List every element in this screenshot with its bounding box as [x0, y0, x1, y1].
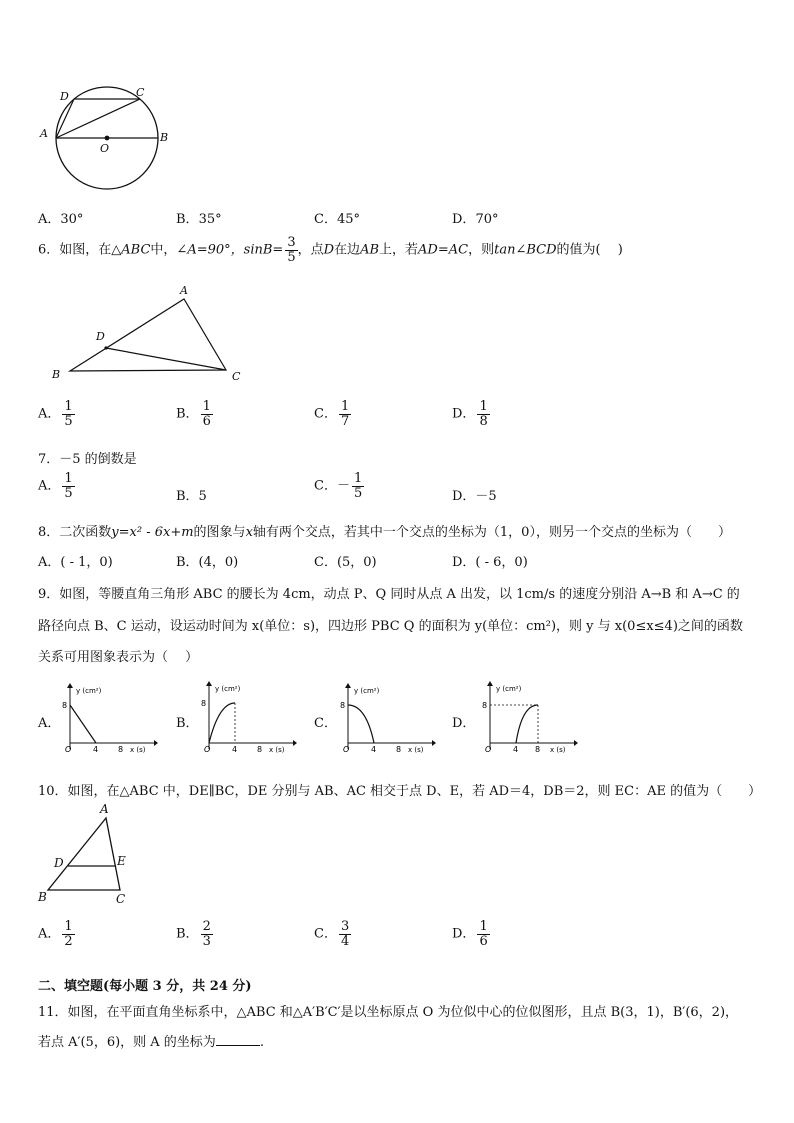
fraction-denominator: 6	[202, 413, 211, 429]
q9-question-line1: 9．如图，等腰直角三角形 ABC 的腰长为 4cm，动点 P、Q 同时从点 A 出发，以 1cm/s 的速度分别沿 A→B 和 A→C 的	[38, 587, 740, 602]
fraction-denominator: 4	[340, 933, 350, 949]
option-letter: B．	[176, 926, 199, 942]
option-text: 70°	[475, 212, 499, 227]
graph-x-label: x (s)	[408, 746, 424, 754]
fraction-numerator: 1	[479, 399, 488, 414]
q8-function: y=x² - 6x+m	[111, 525, 194, 540]
option-letter: C．－	[314, 478, 350, 494]
q8-option-a[interactable]: A．( - 1，0)	[38, 555, 113, 570]
q9-graph-b	[197, 681, 297, 755]
q9-question-line2: 路径向点 B、C 运动，设运动时间为 x(单位：s)，四边形 PBC Q 的面积为 y(单位：cm²)，则 y 与 x(0≤x≤4)之间的函数	[38, 619, 743, 634]
q10-label-a: A	[100, 802, 109, 816]
option-letter: D．	[452, 212, 476, 227]
option-text: 45°	[336, 212, 360, 227]
q6-label-c: C	[232, 370, 241, 383]
q8-option-b[interactable]: B．(4，0)	[176, 555, 239, 570]
q8-text: 8．二次函数	[38, 525, 112, 540]
q5-option-c[interactable]	[314, 208, 360, 227]
q9-option-b[interactable]	[176, 712, 199, 731]
circle-diagram	[36, 84, 169, 194]
option-letter: C．	[314, 406, 337, 422]
q9-graph-a	[58, 683, 158, 755]
q7-option-c[interactable]	[314, 472, 364, 500]
q10-label-d: D	[54, 856, 64, 870]
q6-question	[38, 236, 623, 264]
option-letter: A．	[38, 406, 61, 422]
option-text: 35°	[198, 212, 222, 227]
fraction-numerator: 1	[64, 399, 73, 414]
option-fraction	[62, 920, 74, 948]
q10-option-c[interactable]	[314, 920, 351, 948]
fraction-denominator: 3	[202, 933, 211, 949]
graph-y-label: y (cm²)	[496, 685, 522, 693]
q6-triangle-figure	[48, 284, 248, 386]
option-fraction	[477, 400, 489, 428]
q8-option-d[interactable]: D．( - 6，0)	[452, 555, 528, 570]
q5-label-a: A	[40, 127, 48, 140]
period: .	[259, 1035, 264, 1050]
q8-question	[38, 521, 731, 540]
q6-label-d: D	[96, 330, 105, 343]
q6-label-b: B	[52, 368, 61, 381]
graph-origin: O	[485, 745, 492, 754]
q10-triangle-figure	[36, 802, 146, 908]
fraction-numerator: 3	[287, 235, 296, 250]
option-letter: D．	[452, 926, 476, 942]
graph-tick-8x: 8	[396, 745, 402, 754]
q5-label-d: D	[60, 90, 69, 103]
fraction-denominator: 6	[479, 933, 488, 949]
q6-text: 中，∠	[150, 242, 188, 258]
q6-var: tan∠BCD	[494, 242, 557, 258]
q9-option-c[interactable]	[314, 712, 337, 731]
q6-text: 如图，在△	[59, 242, 122, 258]
fraction-numerator: 1	[64, 919, 73, 934]
q7-option-a[interactable]	[38, 472, 75, 500]
q5-label-c: C	[136, 86, 145, 99]
q6-var: ABC	[121, 242, 151, 258]
q10-option-d[interactable]	[452, 920, 490, 948]
q10-label-e: E	[117, 854, 126, 868]
option-fraction	[62, 472, 74, 500]
q6-text: 在边	[334, 242, 361, 258]
option-letter: A．	[38, 716, 61, 731]
fraction-numerator: 1	[479, 919, 488, 934]
q5-option-d[interactable]	[452, 208, 498, 227]
option-letter: A．	[38, 212, 61, 227]
fraction-denominator: 7	[340, 413, 350, 429]
option-fraction	[339, 920, 351, 948]
answer-blank[interactable]	[216, 1035, 260, 1046]
triangle-diagram	[48, 284, 248, 386]
graph-x-label: x (s)	[130, 746, 146, 754]
q7-option-d[interactable]: D．－5	[452, 489, 497, 504]
graph-tick-4: 4	[93, 745, 99, 754]
option-fraction	[62, 400, 74, 428]
q8-var: x	[245, 525, 253, 540]
q8-text: 轴有两个交点，若其中一个交点的坐标为（1，0），则另一个交点的坐标为（ ）	[252, 525, 731, 540]
q5-option-b[interactable]	[176, 208, 222, 227]
q8-option-c[interactable]: C．(5，0)	[314, 555, 377, 570]
q6-text: ，则	[468, 242, 495, 258]
q8-text: 的图象与	[193, 525, 246, 540]
triangle-de-diagram	[36, 802, 146, 908]
q9-question-line3: 关系可用图象表示为（ ）	[38, 650, 199, 665]
option-letter: A．	[38, 478, 61, 494]
graph-x-label: x (s)	[269, 746, 285, 754]
option-fraction	[339, 400, 351, 428]
section-heading: 二、填空题(每小题 3 分，共 24 分)	[38, 979, 252, 994]
graph-tick-8: 8	[340, 701, 346, 710]
fraction-denominator: 8	[479, 413, 488, 429]
fraction-numerator: 3	[340, 919, 350, 934]
question-number: 6．	[38, 242, 60, 258]
graph-tick-8x: 8	[118, 745, 124, 754]
graph-tick-8x: 8	[257, 745, 263, 754]
q6-text: ，点	[297, 242, 324, 258]
graph-tick-8: 8	[62, 701, 68, 710]
graph-y-label: y (cm²)	[215, 685, 241, 693]
graph-y-label: y (cm²)	[76, 687, 102, 695]
fraction-denominator: 5	[64, 413, 73, 429]
q10-label-c: C	[116, 892, 126, 906]
option-letter: C．	[314, 926, 337, 942]
q9-option-d[interactable]	[452, 712, 475, 731]
q9-graph-c	[336, 683, 436, 755]
q5-circle-figure	[36, 84, 169, 194]
q5-option-a[interactable]	[38, 208, 83, 227]
q6-var: D	[323, 242, 335, 258]
option-letter: B．	[176, 406, 199, 422]
fraction-numerator: 1	[202, 399, 211, 414]
option-letter: C．	[314, 212, 337, 227]
option-letter: D．	[452, 716, 476, 731]
q6-fraction	[285, 236, 297, 264]
q6-option-c[interactable]	[314, 400, 351, 428]
graph-tick-8: 8	[482, 701, 488, 710]
option-fraction	[201, 400, 213, 428]
fraction-denominator: 5	[287, 249, 296, 265]
graph-origin: O	[204, 745, 211, 754]
fraction-denominator: 2	[64, 933, 73, 949]
q5-label-o: O	[100, 142, 110, 155]
graph-origin: O	[65, 745, 72, 754]
fraction-numerator: 1	[340, 399, 350, 414]
option-fraction	[201, 920, 213, 948]
graph-x-label: x (s)	[550, 746, 566, 754]
q7-question: 7．－5 的倒数是	[38, 452, 137, 467]
q9-graph-d	[478, 681, 578, 757]
option-letter: B．	[176, 716, 199, 731]
fraction-denominator: 5	[353, 485, 363, 501]
option-letter: B．	[176, 212, 199, 227]
q6-var: AD=AC	[418, 242, 469, 258]
q11-text: 若点 A′(5，6)，则 A 的坐标为	[38, 1035, 216, 1050]
q10-label-b: B	[38, 890, 47, 904]
fraction-denominator: 5	[64, 485, 73, 501]
option-letter: C．	[314, 716, 337, 731]
graph-tick-8: 8	[201, 699, 207, 708]
graph-tick-4: 4	[371, 745, 377, 754]
graph-tick-4: 4	[513, 745, 519, 754]
option-letter: D．	[452, 406, 476, 422]
q6-text: 上，若	[379, 242, 419, 258]
q6-text: 的值为( )	[556, 242, 623, 258]
q10-question: 10．如图，在△ABC 中，DE∥BC，DE 分别与 AB、AC 相交于点 D、E，若 AD＝4，DB＝2，则 EC：AE 的值为（ ）	[38, 784, 762, 799]
option-fraction	[352, 472, 364, 500]
q10-option-b[interactable]	[176, 920, 213, 948]
q11-question-line2	[38, 1031, 264, 1050]
q10-option-a[interactable]	[38, 920, 75, 948]
graph-y-label: y (cm²)	[354, 687, 380, 695]
graph-tick-4: 4	[232, 745, 238, 754]
fraction-numerator: 2	[202, 919, 211, 934]
option-letter: A．	[38, 926, 61, 942]
q6-var: AB	[360, 242, 380, 258]
q11-question-line1: 11．如图，在平面直角坐标系中，△ABC 和△A′B′C′是以坐标原点 O 为位似中心的位似图形，且点 B(3，1)，B′(6，2)，	[38, 1005, 739, 1020]
q7-option-b[interactable]: B．5	[176, 489, 207, 504]
graph-origin: O	[343, 745, 350, 754]
q5-label-b: B	[160, 131, 169, 144]
q6-option-d[interactable]	[452, 400, 490, 428]
q6-option-b[interactable]	[176, 400, 213, 428]
fraction-numerator: 1	[353, 471, 363, 486]
q6-label-a: A	[180, 284, 188, 297]
graph-tick-8x: 8	[535, 745, 541, 754]
fraction-numerator: 1	[64, 471, 73, 486]
q6-var: A=90°，sinB=	[187, 242, 284, 258]
q6-option-a[interactable]	[38, 400, 75, 428]
option-text: 30°	[60, 212, 84, 227]
option-fraction	[477, 920, 489, 948]
